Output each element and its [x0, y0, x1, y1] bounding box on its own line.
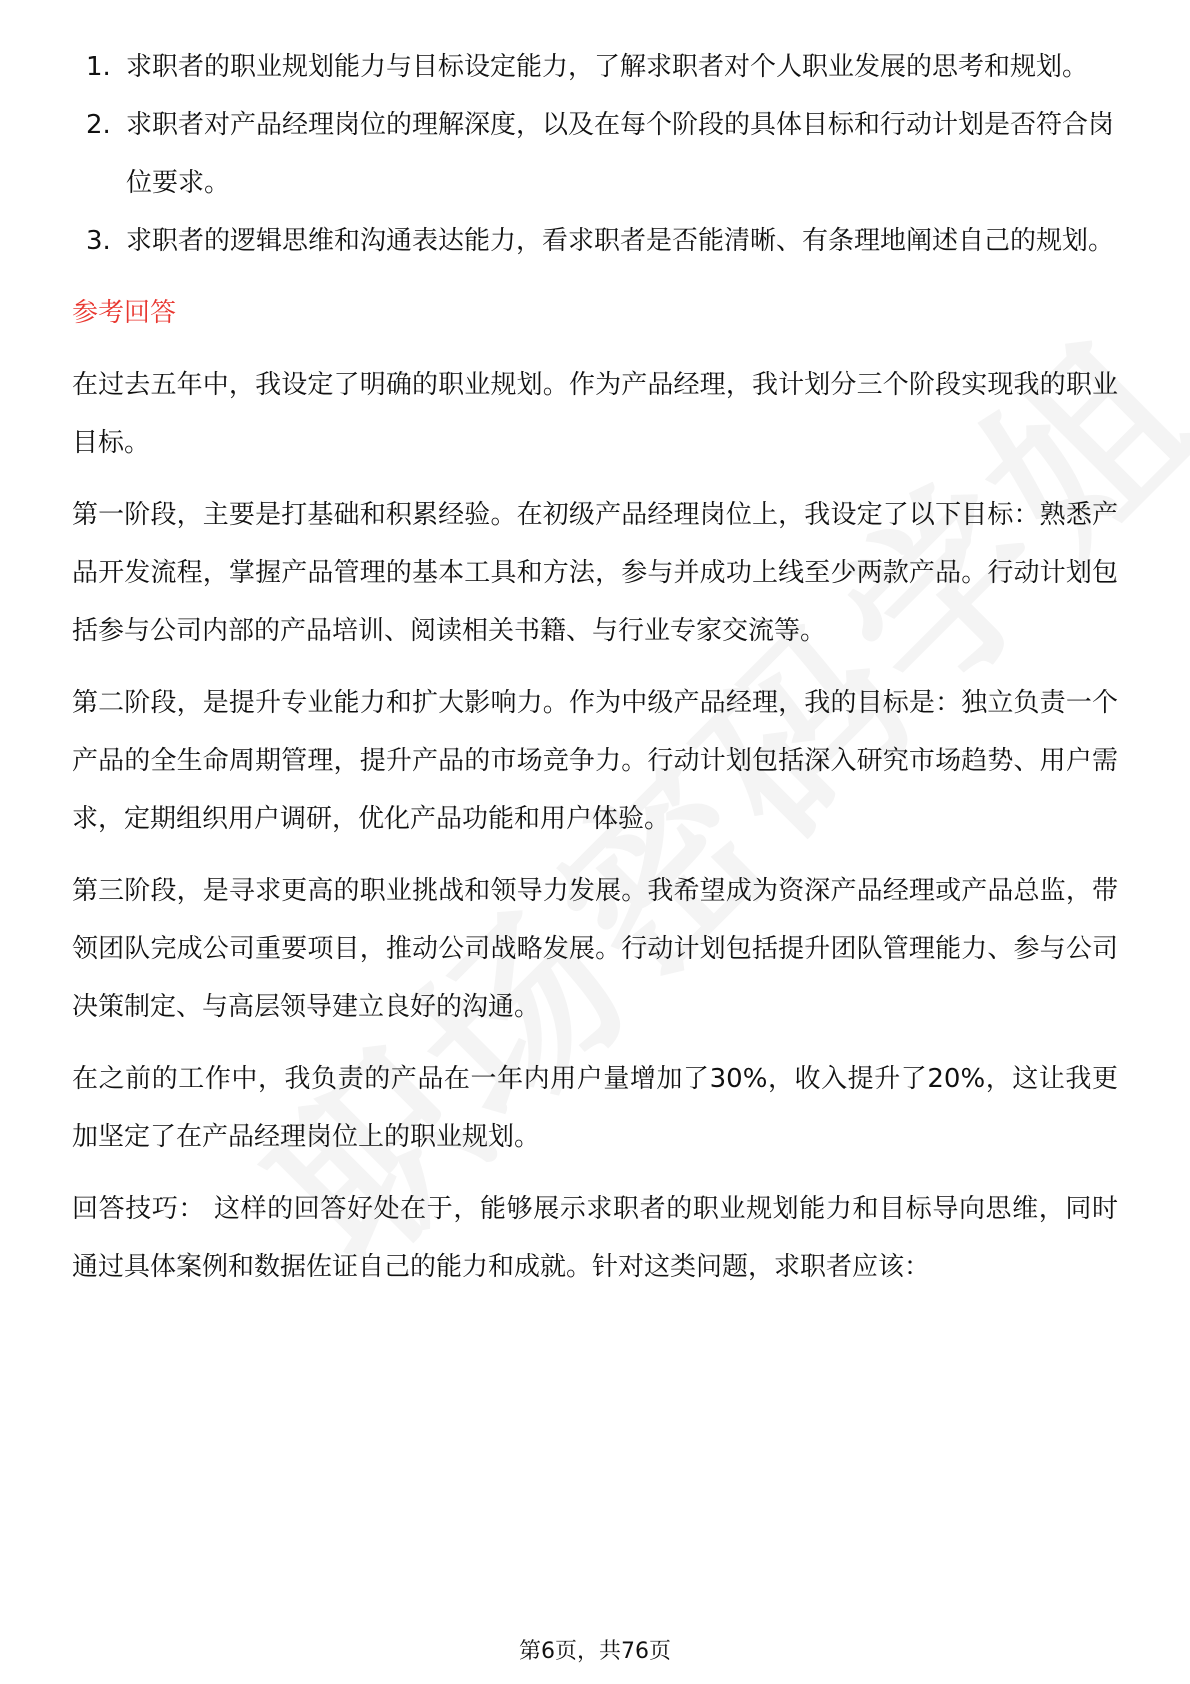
paragraph-stage-three: 第三阶段，是寻求更高的职业挑战和领导力发展。我希望成为资深产品经理或产品总监，带领团队完成公司重要项目，推动公司战略发展。行动计划包括提升团队管理能力、参与公司决策制定、与高层领导建立良好的沟通。	[72, 876, 1118, 1022]
section-heading: 参考回答	[72, 298, 177, 328]
paragraph-results: 在之前的工作中，我负责的产品在一年内用户量增加了30%，收入提升了20%，这让我更加坚定了在产品经理岗位上的职业规划。	[72, 1064, 1118, 1152]
list-text: 求职者的逻辑思维和沟通表达能力，看求职者是否能清晰、有条理地阐述自己的规划。	[126, 226, 1115, 256]
list-item	[72, 212, 1118, 270]
paragraph-intro: 在过去五年中，我设定了明确的职业规划。作为产品经理，我计划分三个阶段实现我的职业目标。	[72, 370, 1118, 458]
criteria-list	[72, 38, 1118, 270]
list-text: 求职者的职业规划能力与目标设定能力，了解求职者对个人职业发展的思考和规划。	[126, 52, 1089, 82]
list-text: 求职者对产品经理岗位的理解深度，以及在每个阶段的具体目标和行动计划是否符合岗位要求。	[126, 110, 1115, 198]
paragraph-stage-two: 第二阶段，是提升专业能力和扩大影响力。作为中级产品经理，我的目标是：独立负责一个产品的全生命周期管理，提升产品的市场竞争力。行动计划包括深入研究市场趋势、用户需求，定期组织用户调研，优化产品功能和用户体验。	[72, 688, 1118, 834]
list-number: 2.	[86, 110, 111, 140]
list-item	[72, 38, 1118, 96]
list-number: 3.	[86, 226, 111, 256]
paragraph-stage-one: 第一阶段，主要是打基础和积累经验。在初级产品经理岗位上，我设定了以下目标：熟悉产品开发流程，掌握产品管理的基本工具和方法，参与并成功上线至少两款产品。行动计划包括参与公司内部的产品培训、阅读相关书籍、与行业专家交流等。	[72, 500, 1118, 646]
page-content	[72, 38, 1118, 1296]
page-number: 第6页，共76页	[519, 1639, 671, 1664]
paragraph-tips: 回答技巧： 这样的回答好处在于，能够展示求职者的职业规划能力和目标导向思维，同时通过具体案例和数据佐证自己的能力和成就。针对这类问题，求职者应该：	[72, 1194, 1118, 1282]
list-item	[72, 96, 1118, 212]
list-number: 1.	[86, 52, 111, 82]
